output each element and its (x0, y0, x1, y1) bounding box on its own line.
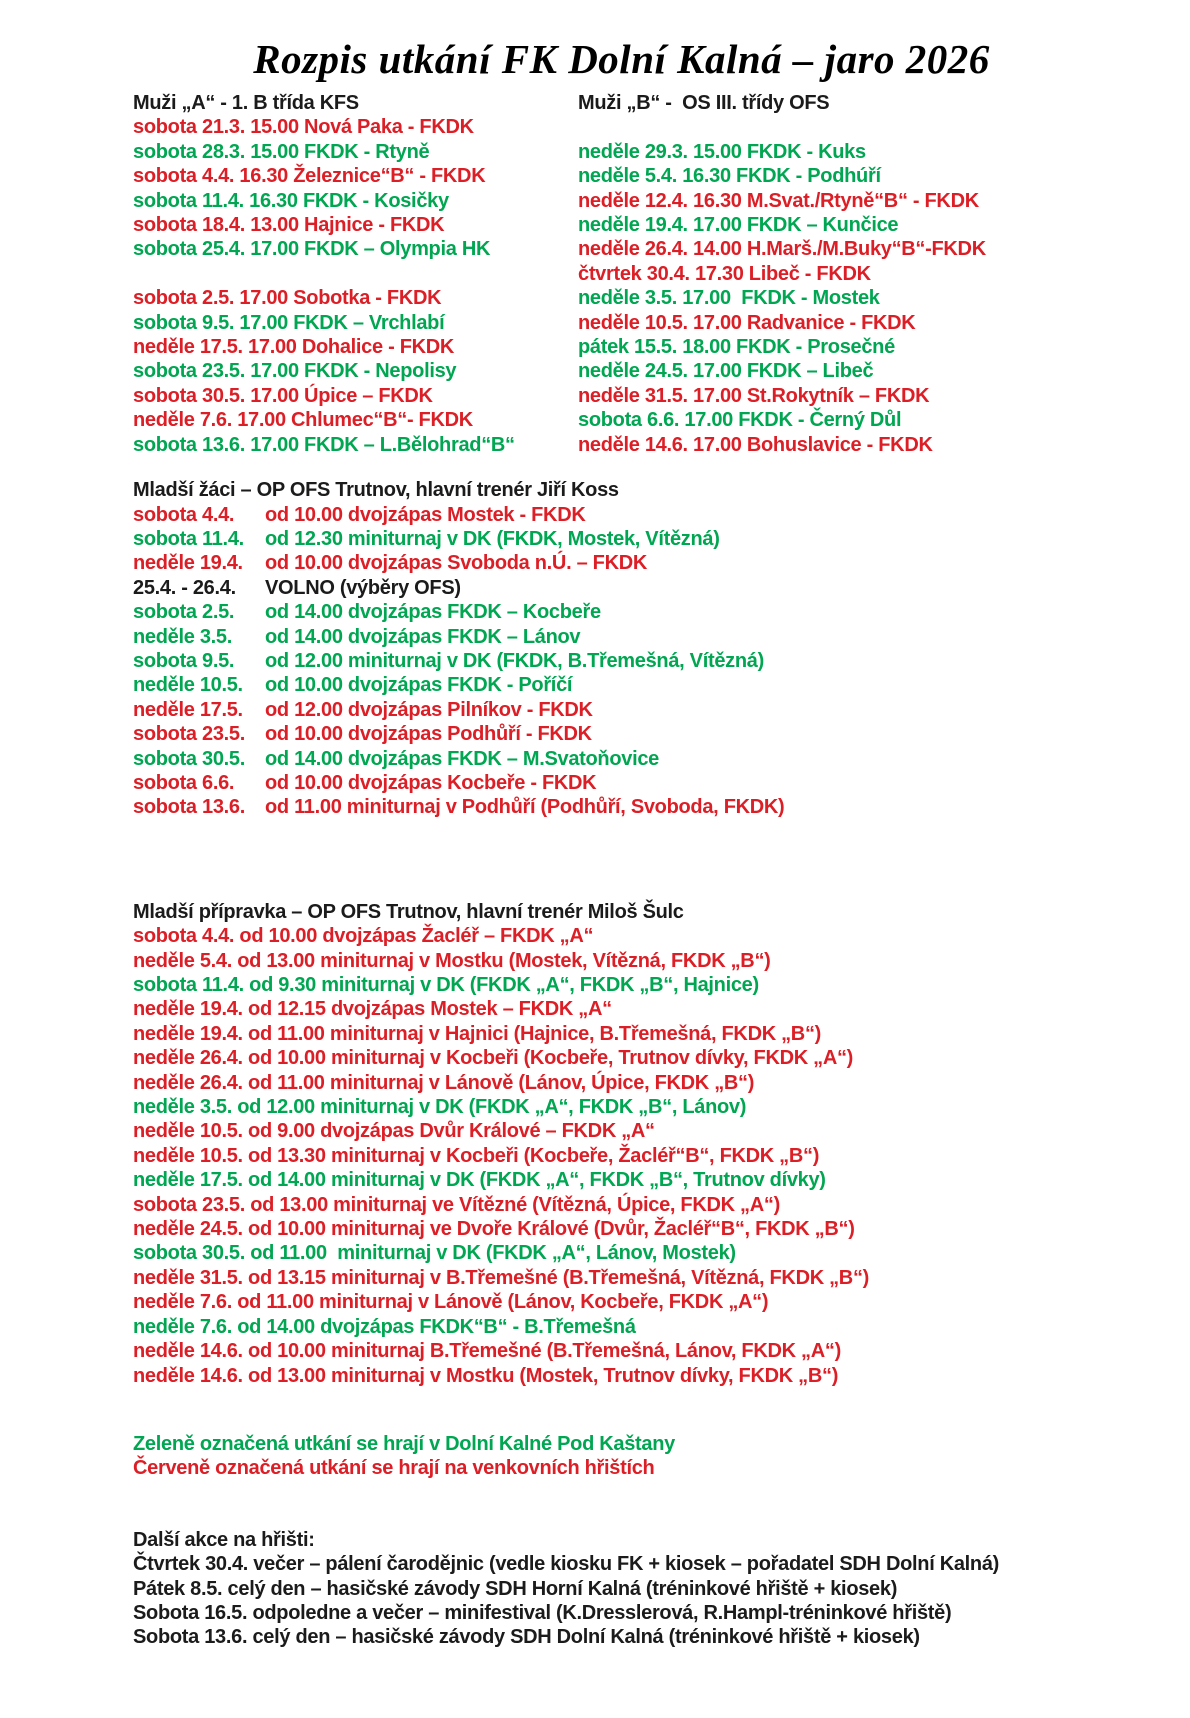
schedule-row: neděle 19.4. 17.00 FKDK – Kunčice (578, 214, 899, 237)
schedule-row: Pátek 8.5. celý den – hasičské závody SDH Horní Kalná (tréninkové hřiště + kiosek) (133, 1577, 898, 1600)
men-a-column (133, 91, 578, 457)
row-text: od 12.00 dvojzápas Pilníkov - FKDK (265, 698, 593, 721)
schedule-row: sobota 25.4. 17.00 FKDK – Olympia HK (133, 238, 491, 261)
schedule-row (133, 625, 1150, 649)
row-date: sobota 6.6. (133, 771, 235, 794)
schedule-row: neděle 3.5. od 12.00 miniturnaj v DK (FKDK „A“, FKDK „B“, Lánov) (133, 1096, 747, 1119)
men-b-rows (578, 115, 1150, 457)
schedule-row: Červeně označená utkání se hrají na venkovních hřištích (133, 1457, 655, 1480)
schedule-row: Sobota 16.5. odpoledne a večer – minifestival (K.Dresslerová, R.Hampl-tréninkové hřiště) (133, 1601, 952, 1624)
row-text: od 10.00 dvojzápas Mostek - FKDK (265, 503, 586, 526)
youth-header: Mladší žáci – OP OFS Trutnov, hlavní trenér Jiří Koss (133, 479, 619, 502)
row-date: neděle 10.5. (133, 674, 243, 697)
men-b-header: Muži „B“ - OS III. třídy OFS (578, 92, 830, 114)
schedule-row: sobota 4.4. od 10.00 dvojzápas Žacléř – FKDK „A“ (133, 925, 594, 948)
schedule-row: sobota 2.5. 17.00 Sobotka - FKDK (133, 287, 442, 310)
schedule-row: neděle 12.4. 16.30 M.Svat./Rtyně“B“ - FKDK (578, 189, 979, 212)
schedule-row: pátek 15.5. 18.00 FKDK - Prosečné (578, 336, 895, 359)
schedule-row: sobota 28.3. 15.00 FKDK - Rtyně (133, 140, 430, 163)
events-rows (133, 1552, 1150, 1650)
schedule-row: neděle 14.6. 17.00 Bohuslavice - FKDK (578, 433, 933, 456)
schedule-row: sobota 18.4. 13.00 Hajnice - FKDK (133, 214, 445, 237)
schedule-row: Čtvrtek 30.4. večer – pálení čarodějnic (vedle kiosku FK + kiosek – pořadatel SDH Dolní Kalná) (133, 1553, 1000, 1576)
prep-section (133, 900, 1150, 1388)
prep-rows (133, 924, 1150, 1388)
prep-header: Mladší přípravka – OP OFS Trutnov, hlavní trenér Miloš Šulc (133, 900, 684, 923)
schedule-row: neděle 24.5. od 10.00 miniturnaj ve Dvoře Králové (Dvůr, Žacléř“B“, FKDK „B“) (133, 1218, 855, 1241)
schedule-row: neděle 14.6. od 13.00 miniturnaj v Mostku (Mostek, Trutnov dívky, FKDK „B“) (133, 1364, 839, 1387)
row-text: od 14.00 dvojzápas FKDK – M.Svatoňovice (265, 747, 659, 770)
row-text: od 14.00 dvojzápas FKDK – Kocbeře (265, 601, 601, 624)
schedule-row: sobota 21.3. 15.00 Nová Paka - FKDK (133, 116, 474, 139)
schedule-row: sobota 6.6. 17.00 FKDK - Černý Důl (578, 409, 902, 432)
row-date: neděle 19.4. (133, 552, 243, 575)
row-text: od 12.30 miniturnaj v DK (FKDK, Mostek, Vítězná) (265, 527, 720, 550)
schedule-row: sobota 13.6. 17.00 FKDK – L.Bělohrad“B“ (133, 433, 515, 456)
row-date: sobota 11.4. (133, 527, 244, 550)
events-header: Další akce na hřišti: (133, 1528, 315, 1551)
schedule-row (133, 527, 1150, 551)
schedule-row: Zeleně označená utkání se hrají v Dolní Kalné Pod Kaštany (133, 1432, 675, 1455)
men-columns (133, 91, 1150, 457)
schedule-row: neděle 31.5. od 13.15 miniturnaj v B.Třemešné (B.Třemešná, Vítězná, FKDK „B“) (133, 1266, 870, 1289)
document-title: Rozpis utkání FK Dolní Kalná – jaro 2026 (253, 36, 990, 82)
schedule-row (133, 698, 1150, 722)
schedule-row: neděle 5.4. 16.30 FKDK - Podhúří (578, 165, 881, 188)
schedule-row: neděle 10.5. 17.00 Radvanice - FKDK (578, 311, 916, 334)
row-text: od 11.00 miniturnaj v Podhůří (Podhůří, Svoboda, FKDK) (265, 796, 785, 819)
row-text: VOLNO (výběry OFS) (265, 576, 461, 599)
schedule-row: sobota 9.5. 17.00 FKDK – Vrchlabí (133, 311, 445, 334)
schedule-row: sobota 11.4. 16.30 FKDK - Kosičky (133, 189, 449, 212)
row-text: od 14.00 dvojzápas FKDK – Lánov (265, 625, 581, 648)
row-date: sobota 30.5. (133, 747, 245, 770)
schedule-row: neděle 7.6. od 14.00 dvojzápas FKDK“B“ - B.Třemešná (133, 1315, 636, 1338)
schedule-row: neděle 7.6. od 11.00 miniturnaj v Lánově (Lánov, Kocbeře, FKDK „A“) (133, 1291, 769, 1314)
row-text: od 10.00 dvojzápas FKDK - Poříčí (265, 674, 573, 697)
schedule-row (133, 576, 1150, 600)
row-text: od 10.00 dvojzápas Kocbeře - FKDK (265, 771, 597, 794)
schedule-row: sobota 11.4. od 9.30 miniturnaj v DK (FKDK „A“, FKDK „B“, Hajnice) (133, 974, 759, 996)
row-text: od 10.00 dvojzápas Svoboda n.Ú. – FKDK (265, 552, 648, 575)
row-date: sobota 2.5. (133, 601, 235, 624)
row-date: sobota 4.4. (133, 503, 235, 526)
schedule-row: sobota 4.4. 16.30 Železnice“B“ - FKDK (133, 165, 486, 188)
schedule-row: Sobota 13.6. celý den – hasičské závody SDH Dolní Kalná (tréninkové hřiště + kiosek) (133, 1626, 920, 1649)
schedule-row: neděle 19.4. od 11.00 miniturnaj v Hajnici (Hajnice, B.Třemešná, FKDK „B“) (133, 1022, 822, 1045)
schedule-row: sobota 23.5. od 13.00 miniturnaj ve Vítězné (Vítězná, Úpice, FKDK „A“) (133, 1193, 780, 1216)
schedule-row (133, 673, 1150, 697)
row-date: neděle 3.5. (133, 625, 232, 648)
row-date: 25.4. - 26.4. (133, 576, 236, 599)
youth-rows (133, 503, 1150, 820)
row-date: sobota 9.5. (133, 649, 235, 672)
schedule-row: neděle 7.6. 17.00 Chlumec“B“- FKDK (133, 409, 473, 432)
schedule-row: sobota 23.5. 17.00 FKDK - Nepolisy (133, 360, 457, 383)
schedule-row (133, 722, 1150, 746)
schedule-row: neděle 17.5. 17.00 Dohalice - FKDK (133, 336, 455, 359)
schedule-row (133, 503, 1150, 527)
schedule-row: neděle 10.5. od 13.30 miniturnaj v Kocbeři (Kocbeře, Žacléř“B“, FKDK „B“) (133, 1144, 820, 1167)
schedule-row (133, 747, 1150, 771)
row-text: od 10.00 dvojzápas Podhůří - FKDK (265, 723, 592, 746)
men-a-header: Muži „A“ - 1. B třída KFS (133, 92, 359, 114)
schedule-row: neděle 26.4. od 10.00 miniturnaj v Kocbeři (Kocbeře, Trutnov dívky, FKDK „A“) (133, 1047, 854, 1070)
schedule-row: sobota 30.5. 17.00 Úpice – FKDK (133, 384, 433, 407)
schedule-row: neděle 10.5. od 9.00 dvojzápas Dvůr Králové – FKDK „A“ (133, 1120, 655, 1143)
schedule-document (0, 34, 1190, 1650)
row-text: od 12.00 miniturnaj v DK (FKDK, B.Třemešná, Vítězná) (265, 649, 764, 672)
schedule-row: neděle 29.3. 15.00 FKDK - Kuks (578, 140, 866, 163)
schedule-row (578, 115, 1150, 139)
schedule-row: neděle 26.4. 14.00 H.Marš./M.Buky“B“-FKDK (578, 238, 986, 261)
row-date: sobota 23.5. (133, 723, 245, 746)
schedule-row: neděle 14.6. od 10.00 miniturnaj B.Třemešné (B.Třemešná, Lánov, FKDK „A“) (133, 1340, 841, 1363)
schedule-row: čtvrtek 30.4. 17.30 Libeč - FKDK (578, 262, 871, 285)
schedule-row (133, 262, 578, 286)
schedule-row (133, 649, 1150, 673)
schedule-row (133, 771, 1150, 795)
men-b-column (578, 91, 1150, 457)
row-date: neděle 17.5. (133, 698, 243, 721)
schedule-row (133, 795, 1150, 819)
row-date: sobota 13.6. (133, 796, 245, 819)
schedule-row: sobota 30.5. od 11.00 miniturnaj v DK (FKDK „A“, Lánov, Mostek) (133, 1242, 736, 1265)
legend-notes (133, 1432, 1150, 1481)
schedule-row (133, 600, 1150, 624)
schedule-row (133, 551, 1150, 575)
schedule-row: neděle 5.4. od 13.00 miniturnaj v Mostku (Mostek, Vítězná, FKDK „B“) (133, 949, 771, 972)
events-section (133, 1528, 1150, 1650)
schedule-row: neděle 17.5. od 14.00 miniturnaj v DK (FKDK „A“, FKDK „B“, Trutnov dívky) (133, 1169, 826, 1192)
youth-section (133, 478, 1150, 820)
schedule-row: neděle 31.5. 17.00 St.Rokytník – FKDK (578, 384, 930, 407)
schedule-row: neděle 24.5. 17.00 FKDK – Libeč (578, 360, 874, 383)
schedule-row: neděle 3.5. 17.00 FKDK - Mostek (578, 287, 880, 310)
schedule-row: neděle 19.4. od 12.15 dvojzápas Mostek – FKDK „A“ (133, 998, 612, 1021)
schedule-row: neděle 26.4. od 11.00 miniturnaj v Lánově (Lánov, Úpice, FKDK „B“) (133, 1071, 755, 1094)
men-a-rows (133, 115, 578, 457)
